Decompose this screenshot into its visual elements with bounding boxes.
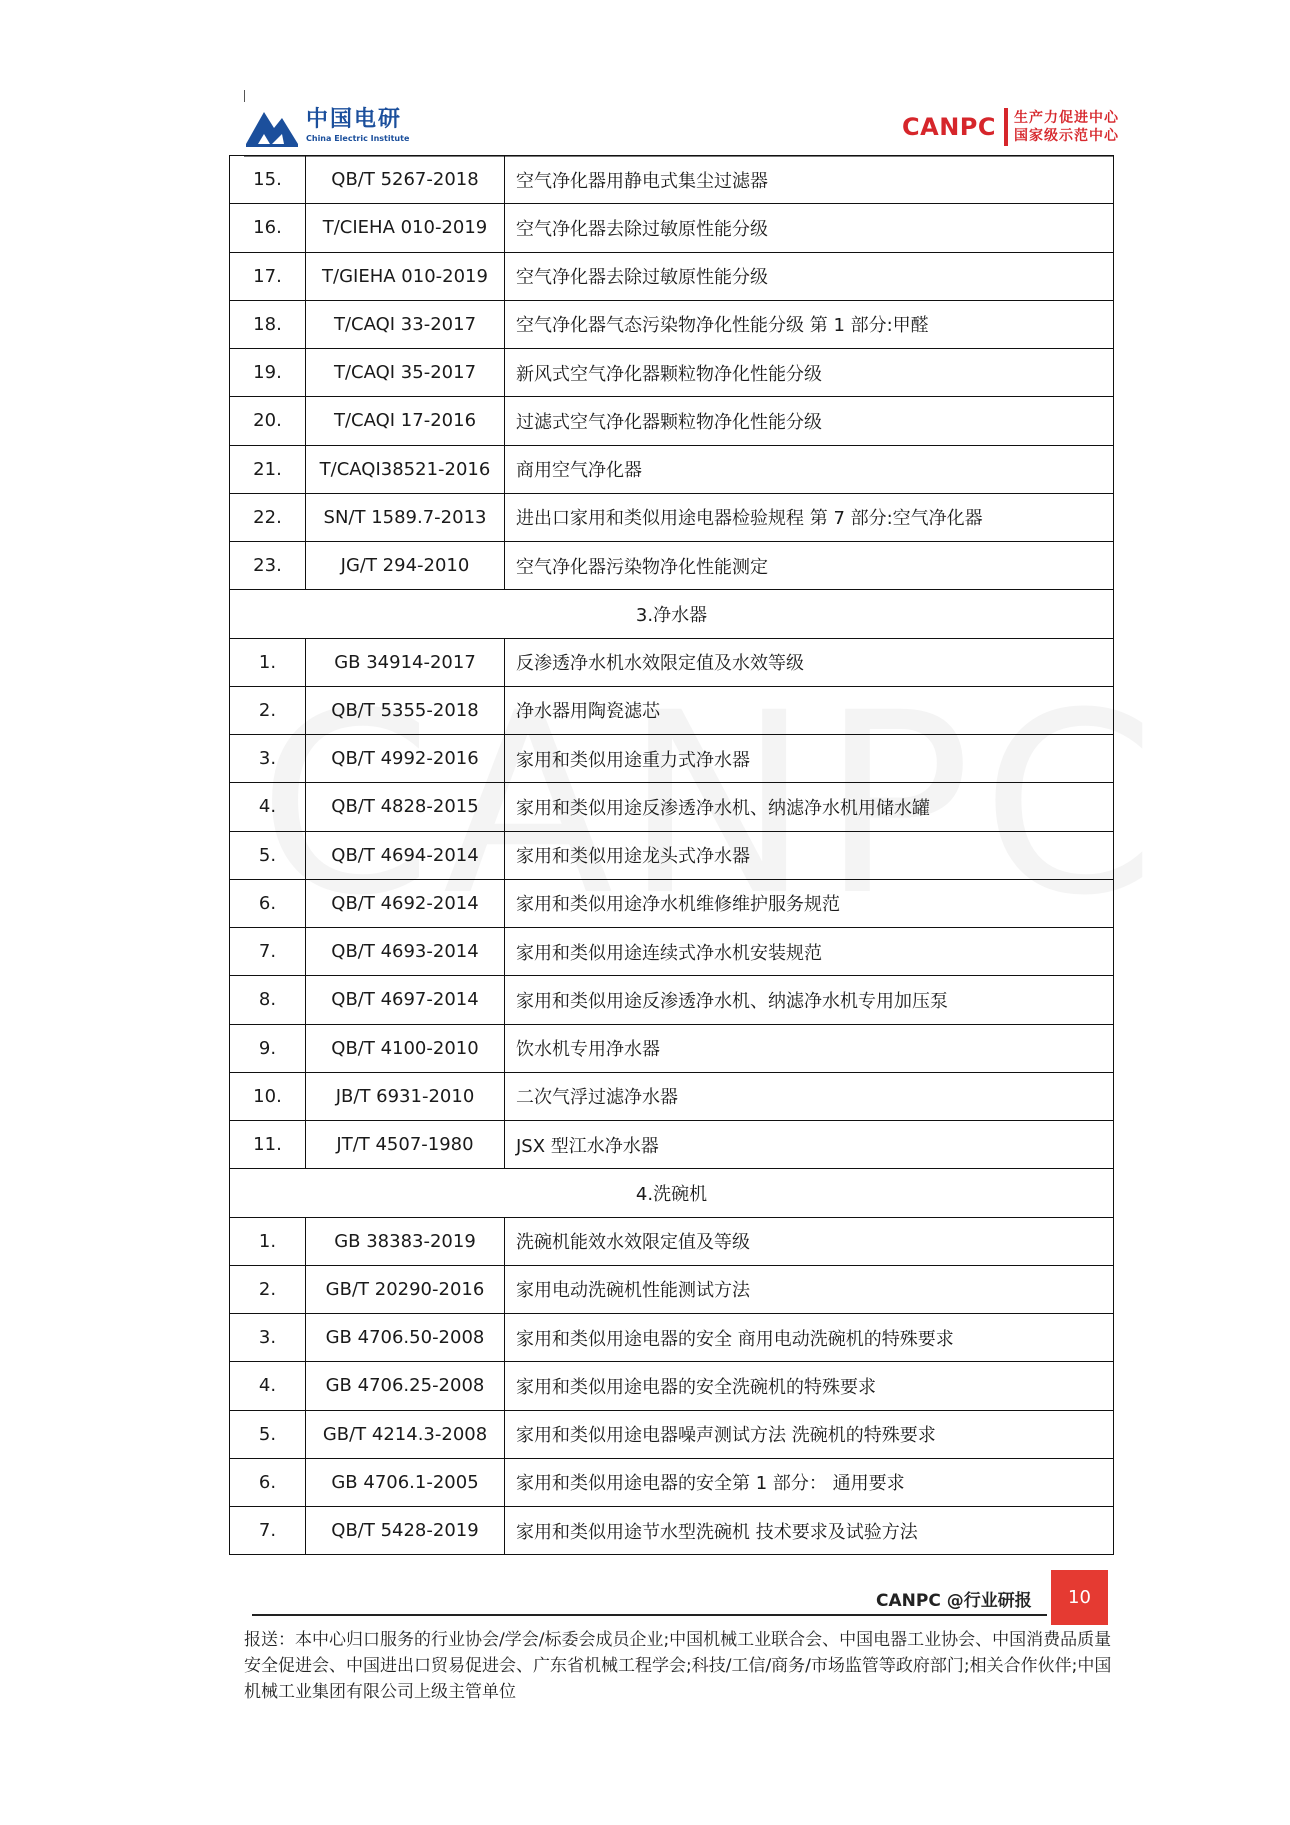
standard-title: 空气净化器气态污染物净化性能分级 第 1 部分:甲醛	[505, 300, 1114, 348]
standard-title: 家用和类似用途龙头式净水器	[505, 831, 1114, 879]
standard-code: GB 34914-2017	[306, 638, 505, 686]
standard-code: QB/T 4694-2014	[306, 831, 505, 879]
standard-code: GB 4706.1-2005	[306, 1458, 505, 1506]
standard-title: 家用和类似用途重力式净水器	[505, 735, 1114, 783]
standard-code: QB/T 5267-2018	[306, 156, 505, 204]
standard-title: 二次气浮过滤净水器	[505, 1072, 1114, 1120]
standard-title: 反渗透净水机水效限定值及水效等级	[505, 638, 1114, 686]
standard-code: SN/T 1589.7-2013	[306, 493, 505, 541]
standard-code: QB/T 4692-2014	[306, 879, 505, 927]
standard-title: 进出口家用和类似用途电器检验规程 第 7 部分:空气净化器	[505, 493, 1114, 541]
table-row	[230, 445, 1114, 493]
table-row	[230, 493, 1114, 541]
standard-title: 空气净化器去除过敏原性能分级	[505, 252, 1114, 300]
standard-code: QB/T 4693-2014	[306, 928, 505, 976]
standard-title: 家用电动洗碗机性能测试方法	[505, 1265, 1114, 1313]
table-row	[230, 686, 1114, 734]
standard-code: T/CIEHA 010-2019	[306, 204, 505, 252]
row-number: 3.	[230, 1314, 306, 1362]
table-row	[230, 638, 1114, 686]
standard-title: 空气净化器用静电式集尘过滤器	[505, 156, 1114, 204]
standard-title: 家用和类似用途节水型洗碗机 技术要求及试验方法	[505, 1507, 1114, 1555]
row-number: 3.	[230, 735, 306, 783]
corner-mark	[244, 90, 245, 102]
standard-title: 过滤式空气净化器颗粒物净化性能分级	[505, 397, 1114, 445]
row-number: 5.	[230, 1410, 306, 1458]
standard-title: 家用和类似用途电器的安全 商用电动洗碗机的特殊要求	[505, 1314, 1114, 1362]
table-row	[230, 1362, 1114, 1410]
standard-title: 家用和类似用途电器的安全洗碗机的特殊要求	[505, 1362, 1114, 1410]
page-number: 10	[1051, 1570, 1108, 1625]
standard-title: 家用和类似用途连续式净水机安装规范	[505, 928, 1114, 976]
canpc-brand-text: CANPC	[902, 113, 996, 141]
standard-code: JT/T 4507-1980	[306, 1121, 505, 1169]
standard-code: GB 4706.25-2008	[306, 1362, 505, 1410]
table-row	[230, 735, 1114, 783]
section-row	[230, 1169, 1114, 1217]
standards-table-body	[230, 156, 1114, 1555]
row-number: 6.	[230, 879, 306, 927]
row-number: 4.	[230, 783, 306, 831]
row-number: 1.	[230, 638, 306, 686]
row-number: 8.	[230, 976, 306, 1024]
table-row	[230, 1314, 1114, 1362]
row-number: 17.	[230, 252, 306, 300]
row-number: 11.	[230, 1121, 306, 1169]
standard-code: QB/T 5355-2018	[306, 686, 505, 734]
table-row	[230, 976, 1114, 1024]
table-row	[230, 1458, 1114, 1506]
row-number: 2.	[230, 686, 306, 734]
table-row	[230, 1121, 1114, 1169]
table-row	[230, 1410, 1114, 1458]
logo-cn-text: 中国电研	[306, 107, 403, 132]
standard-code: QB/T 4992-2016	[306, 735, 505, 783]
table-row	[230, 252, 1114, 300]
row-number: 15.	[230, 156, 306, 204]
row-number: 7.	[230, 928, 306, 976]
row-number: 5.	[230, 831, 306, 879]
row-number: 16.	[230, 204, 306, 252]
standard-title: 家用和类似用途电器的安全第 1 部分： 通用要求	[505, 1458, 1114, 1506]
row-number: 7.	[230, 1507, 306, 1555]
standard-code: T/CAQI38521-2016	[306, 445, 505, 493]
row-number: 21.	[230, 445, 306, 493]
logo-china-electric-institute	[244, 104, 409, 148]
standard-code: T/GIEHA 010-2019	[306, 252, 505, 300]
standard-code: QB/T 4697-2014	[306, 976, 505, 1024]
table-row	[230, 397, 1114, 445]
table-row	[230, 879, 1114, 927]
table-row	[230, 783, 1114, 831]
standard-title: 饮水机专用净水器	[505, 1024, 1114, 1072]
footer-brand: CANPC @行业研报	[876, 1591, 1032, 1611]
standard-code: T/CAQI 17-2016	[306, 397, 505, 445]
standard-code: T/CAQI 35-2017	[306, 349, 505, 397]
standard-title: JSX 型江水净水器	[505, 1121, 1114, 1169]
brand-divider	[1004, 108, 1008, 146]
row-number: 22.	[230, 493, 306, 541]
table-row	[230, 1507, 1114, 1555]
standard-code: JG/T 294-2010	[306, 542, 505, 590]
table-row	[230, 349, 1114, 397]
standard-title: 家用和类似用途反渗透净水机、纳滤净水机专用加压泵	[505, 976, 1114, 1024]
table-row	[230, 204, 1114, 252]
standard-title: 洗碗机能效水效限定值及等级	[505, 1217, 1114, 1265]
table-row	[230, 1024, 1114, 1072]
standard-code: GB/T 20290-2016	[306, 1265, 505, 1313]
standard-code: QB/T 4100-2010	[306, 1024, 505, 1072]
row-number: 10.	[230, 1072, 306, 1120]
standard-title: 家用和类似用途净水机维修维护服务规范	[505, 879, 1114, 927]
row-number: 2.	[230, 1265, 306, 1313]
row-number: 19.	[230, 349, 306, 397]
logo-canpc	[902, 108, 1119, 146]
row-number: 20.	[230, 397, 306, 445]
row-number: 18.	[230, 300, 306, 348]
standard-code: T/CAQI 33-2017	[306, 300, 505, 348]
table-row	[230, 928, 1114, 976]
section-title: 3.净水器	[230, 590, 1114, 638]
footer-divider	[252, 1614, 1047, 1616]
row-number: 1.	[230, 1217, 306, 1265]
logo-en-text: China Electric Institute	[306, 134, 410, 143]
standard-title: 家用和类似用途反渗透净水机、纳滤净水机用储水罐	[505, 783, 1114, 831]
row-number: 4.	[230, 1362, 306, 1410]
brand-line-2: 国家级示范中心	[1014, 128, 1119, 144]
footer-note: 报送：本中心归口服务的行业协会/学会/标委会成员企业;中国机械工业联合会、中国电器工业协会、中国消费品质量安全促进会、中国进出口贸易促进会、广东省机械工程学会;科技/工信/商务/市场监管等政府部门;相关合作伙伴;中国机械工业集团有限公司上级主管单位	[244, 1630, 1112, 1702]
standard-title: 空气净化器去除过敏原性能分级	[505, 204, 1114, 252]
section-row	[230, 590, 1114, 638]
standards-table	[229, 155, 1114, 1555]
standard-code: JB/T 6931-2010	[306, 1072, 505, 1120]
standard-code: GB/T 4214.3-2008	[306, 1410, 505, 1458]
standard-title: 商用空气净化器	[505, 445, 1114, 493]
row-number: 6.	[230, 1458, 306, 1506]
table-row	[230, 1072, 1114, 1120]
row-number: 9.	[230, 1024, 306, 1072]
section-title: 4.洗碗机	[230, 1169, 1114, 1217]
table-row	[230, 156, 1114, 204]
standard-code: QB/T 5428-2019	[306, 1507, 505, 1555]
standard-title: 家用和类似用途电器噪声测试方法 洗碗机的特殊要求	[505, 1410, 1114, 1458]
standard-code: GB 38383-2019	[306, 1217, 505, 1265]
standard-title: 新风式空气净化器颗粒物净化性能分级	[505, 349, 1114, 397]
table-row	[230, 1265, 1114, 1313]
table-row	[230, 831, 1114, 879]
standard-title: 净水器用陶瓷滤芯	[505, 686, 1114, 734]
table-row	[230, 542, 1114, 590]
standard-code: GB 4706.50-2008	[306, 1314, 505, 1362]
row-number: 23.	[230, 542, 306, 590]
standard-title: 空气净化器污染物净化性能测定	[505, 542, 1114, 590]
standard-code: QB/T 4828-2015	[306, 783, 505, 831]
mountain-logo-icon	[244, 104, 300, 148]
brand-line-1: 生产力促进中心	[1014, 110, 1119, 126]
table-row	[230, 300, 1114, 348]
table-row	[230, 1217, 1114, 1265]
